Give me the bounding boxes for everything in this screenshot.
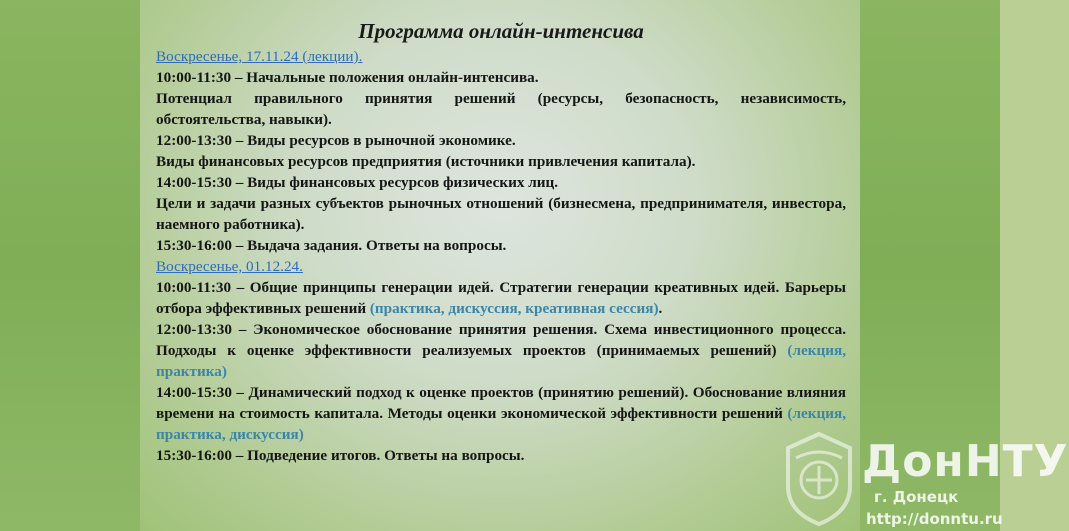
left-green-border bbox=[0, 0, 140, 531]
university-emblem-icon bbox=[780, 428, 858, 528]
logo-url: http://donntu.ru bbox=[866, 510, 1003, 528]
day2-item-3 bbox=[156, 382, 846, 445]
day2-item-3-text: 14:00-15:30 – Динамический подход к оценке проектов (принятию решений). Обоснование влияния времени на стоимость капитала. Методы оценки экономической эффективности решений bbox=[156, 384, 846, 422]
logo-name: ДонНТУ bbox=[862, 436, 1069, 487]
donntu-watermark bbox=[780, 418, 1069, 531]
day1-line-3: 12:00-13:30 – Виды ресурсов в рыночной экономике. bbox=[156, 132, 516, 149]
day1-line-5: 14:00-15:30 – Виды финансовых ресурсов физических лиц. bbox=[156, 174, 559, 191]
logo-city: г. Донецк bbox=[874, 488, 959, 506]
day1-line-7: 15:30-16:00 – Выдача задания. Ответы на вопросы. bbox=[156, 237, 507, 254]
program-slide bbox=[140, 0, 860, 531]
day2-item-4-text: 15:30-16:00 – Подведение итогов. Ответы на вопросы. bbox=[156, 447, 525, 464]
day2-item-1-tail: . bbox=[658, 300, 663, 317]
day1-date: Воскресенье, 17.11.24 (лекции). bbox=[156, 48, 363, 65]
day2-item-1 bbox=[156, 277, 846, 319]
day1-line-2: Потенциал правильного принятия решений (ресурсы, безопасность, независимость, обстоятельства, навыки). bbox=[156, 90, 846, 128]
day2-item-3-note: (лекция, практика, дискуссия) bbox=[156, 405, 846, 443]
day2-item-1-note: (практика, дискуссия, креативная сессия) bbox=[369, 300, 659, 317]
day2-item-2-note: (лекция, практика) bbox=[156, 342, 846, 380]
day1-line-4: Виды финансовых ресурсов предприятия (источники привлечения капитала). bbox=[156, 153, 696, 170]
day2-item-1-text: 10:00-11:30 – Общие принципы генерации идей. Стратегии генерации креативных идей. Барьеры отбора эффективных решений bbox=[156, 279, 846, 317]
day1-line-6: Цели и задачи разных субъектов рыночных отношений (бизнесмена, предпринимателя, инвестора, наемного работника). bbox=[156, 195, 846, 233]
day1-line-1: 10:00-11:30 – Начальные положения онлайн-интенсива. bbox=[156, 69, 539, 86]
day2-item-2 bbox=[156, 319, 846, 382]
page-title: Программа онлайн-интенсива bbox=[358, 19, 644, 43]
program-text bbox=[156, 18, 846, 466]
day2-item-4 bbox=[156, 445, 846, 466]
day2-date: Воскресенье, 01.12.24. bbox=[156, 258, 303, 275]
day2-item-2-text: 12:00-13:30 – Экономическое обоснование принятия решения. Схема инвестиционного процесса. Подходы к оценке эффективности реализуемых проектов (принимаемых решений) bbox=[156, 321, 846, 359]
